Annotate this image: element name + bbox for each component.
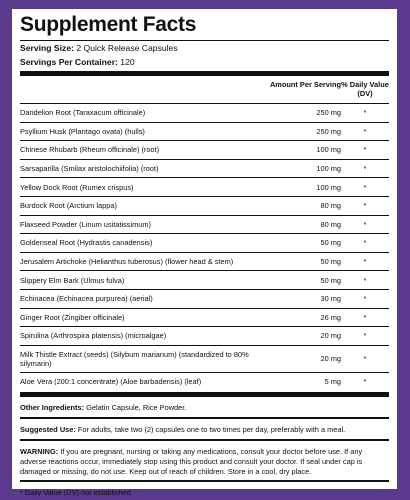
table-row xyxy=(20,177,389,196)
ingredient-name: Burdock Root (Arctium lappa) xyxy=(20,201,117,211)
serving-size-label: Serving Size: xyxy=(20,43,74,53)
footnote: * Daily Value (DV) not established. xyxy=(20,488,133,498)
other-ingredients xyxy=(20,397,389,417)
ingredient-name: Psyllium Husk (Plantago ovata) (hulls) xyxy=(20,126,145,136)
table-row xyxy=(20,103,389,122)
other-ingredients-text: Gelatin Capsule, Rice Powder. xyxy=(86,403,187,413)
ingredient-amount: 30 mg xyxy=(320,294,341,304)
servings-per-container-value: 120 xyxy=(120,57,135,67)
supplement-facts-panel xyxy=(12,9,397,498)
ingredient-dv: * xyxy=(363,354,367,364)
table-row xyxy=(20,326,389,345)
ingredient-dv: * xyxy=(363,238,367,248)
ingredient-amount: 20 mg xyxy=(320,331,341,341)
suggested-use xyxy=(20,419,389,439)
ingredient-name: Echinacea (Echinacea purpurea) (aerial) xyxy=(20,294,153,304)
table-row xyxy=(20,215,389,234)
ingredient-name: Spirulina (Arthrospira platensis) (microalgae) xyxy=(20,331,167,341)
other-ingredients-label: Other Ingredients: xyxy=(20,403,85,413)
ingredient-dv: * xyxy=(363,377,367,387)
ingredient-amount: 20 mg xyxy=(320,354,341,364)
table-row xyxy=(20,159,389,178)
ingredients-table xyxy=(20,103,389,390)
ingredient-name: Aloe Vera (200:1 concentrate) (Aloe barbadensis) (leaf) xyxy=(20,377,202,387)
table-row xyxy=(20,140,389,159)
warning-label: WARNING: xyxy=(20,446,59,456)
servings-per-container-label: Servings Per Container: xyxy=(20,57,118,67)
table-row xyxy=(20,289,389,308)
ingredient-name: Yellow Dock Root (Rumex crispus) xyxy=(20,182,134,192)
ingredient-amount: 250 mg xyxy=(316,108,341,118)
ingredient-dv: * xyxy=(363,257,367,267)
ingredient-name: Dandelion Root (Taraxacum officinale) xyxy=(20,108,146,118)
table-row xyxy=(20,122,389,141)
header-daily-value: % Daily Value (DV) xyxy=(341,80,389,98)
ingredient-dv: * xyxy=(363,145,367,155)
serving-size xyxy=(20,41,389,55)
suggested-use-text: For adults, take two (2) capsules one to two times per day, preferably with a meal. xyxy=(77,425,346,435)
ingredient-dv: * xyxy=(363,294,367,304)
ingredient-name: Slippery Elm Bark (Ulmus fulva) xyxy=(20,275,125,285)
ingredient-name: Milk Thistle Extract (seeds) (Silybum marianum) (standardized to 80% silymarin) xyxy=(20,349,249,368)
ingredient-dv: * xyxy=(363,312,367,322)
ingredient-amount: 50 mg xyxy=(320,257,341,267)
servings-per-container xyxy=(20,55,389,69)
table-row xyxy=(20,252,389,271)
ingredient-amount: 80 mg xyxy=(320,201,341,211)
ingredient-name: Ginger Root (Zingiber officinale) xyxy=(20,312,125,322)
warning-text: If you are pregnant, nursing or taking any medications, consult your doctor before use. If any adverse reactions occur, immediately stop using this product and consult your doctor. If seal under cap is damaged or missing, do not use. Keep out of reach of children. Store in a cool, dry place. xyxy=(20,446,363,476)
ingredient-dv: * xyxy=(363,108,367,118)
table-row xyxy=(20,196,389,215)
ingredient-dv: * xyxy=(363,164,367,174)
ingredient-amount: 100 mg xyxy=(316,164,341,174)
ingredient-amount: 50 mg xyxy=(320,238,341,248)
ingredient-amount: 80 mg xyxy=(320,219,341,229)
ingredient-dv: * xyxy=(363,126,367,136)
table-row xyxy=(20,345,389,372)
panel-title: Supplement Facts xyxy=(20,13,197,36)
ingredient-dv: * xyxy=(363,219,367,229)
table-row xyxy=(20,233,389,252)
ingredient-amount: 50 mg xyxy=(320,275,341,285)
suggested-use-label: Suggested Use: xyxy=(20,425,76,435)
ingredient-name: Jerusalem Artichoke (Helianthus tuberosus) (flower head & stem) xyxy=(20,257,234,267)
ingredient-name: Chinese Rhubarb (Rheum officinale) (root) xyxy=(20,145,160,155)
ingredient-dv: * xyxy=(363,275,367,285)
header-amount: Amount Per Serving xyxy=(269,80,341,89)
ingredient-dv: * xyxy=(363,201,367,211)
ingredient-amount: 100 mg xyxy=(316,145,341,155)
ingredient-dv: * xyxy=(363,182,367,192)
warning xyxy=(20,441,389,480)
ingredient-name: Flaxseed Powder (Linum usitatissimum) xyxy=(20,219,152,229)
serving-size-value: 2 Quick Release Capsules xyxy=(76,43,178,53)
table-row xyxy=(20,308,389,327)
ingredient-name: Goldenseal Root (Hydrastis canadensis) xyxy=(20,238,153,248)
table-row xyxy=(20,372,389,391)
ingredient-name: Sarsaparilla (Smilax aristolochiifolia) (root) xyxy=(20,164,159,174)
ingredient-amount: 100 mg xyxy=(316,182,341,192)
ingredient-amount: 5 mg xyxy=(324,377,341,387)
table-row xyxy=(20,270,389,289)
ingredient-amount: 250 mg xyxy=(316,126,341,136)
table-header xyxy=(20,76,389,103)
ingredient-dv: * xyxy=(363,331,367,341)
ingredient-amount: 26 mg xyxy=(320,312,341,322)
